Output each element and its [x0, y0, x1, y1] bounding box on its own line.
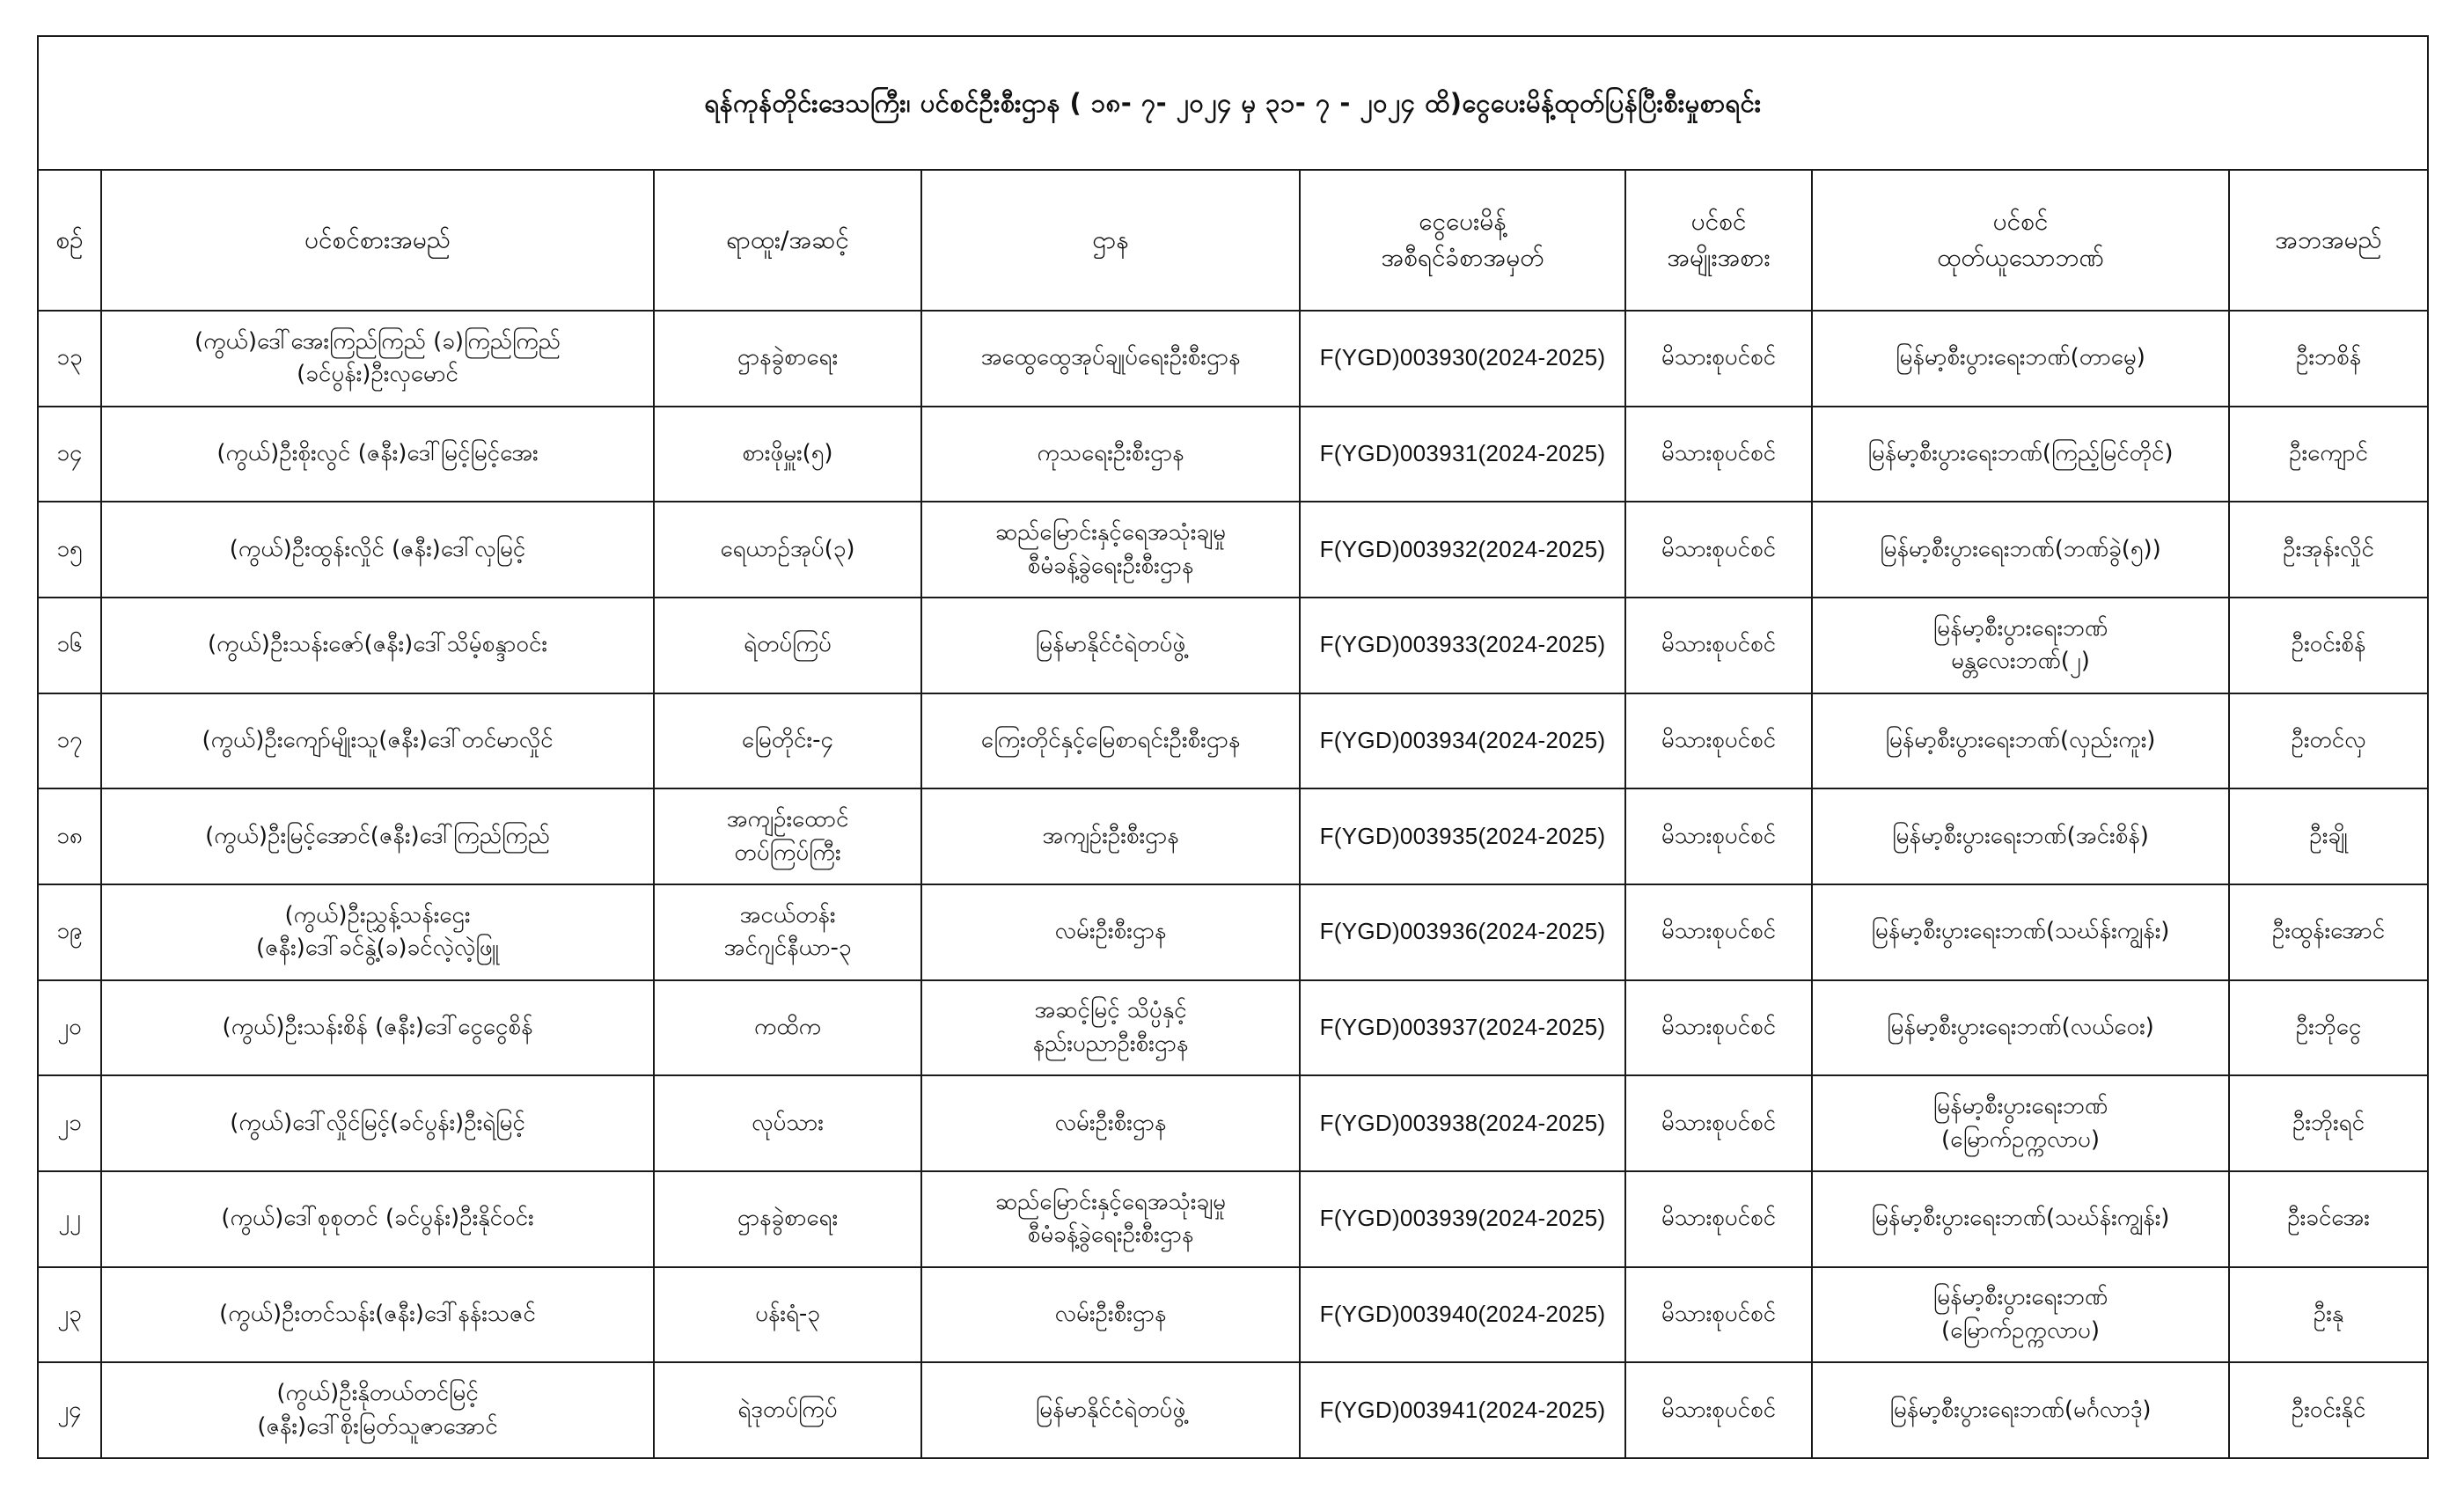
department-cell-line: အထွေထွေအုပ်ချုပ်ရေးဦးစီးဌာန	[980, 344, 1241, 371]
department-cell-line: ကုသရေးဦးစီးဌာန	[1037, 440, 1184, 467]
rank-cell	[654, 693, 921, 789]
serial-number-cell: ၂၁	[38, 1075, 101, 1171]
pensioner-name-cell-line: (ကွယ်)ဦးသန်းဇော်(ဇနီး)ဒေါ်သိမ့်စန္ဒာဝင်း	[207, 631, 547, 658]
table-row	[38, 1267, 2428, 1363]
rank-cell	[654, 788, 921, 884]
table-body	[38, 311, 2428, 1458]
header-text-line: အမျိုးအစား	[1667, 243, 1771, 272]
header-text-line: အစီရင်ခံစာအမှတ်	[1381, 243, 1544, 272]
report-number-cell: F(YGD)003934(2024-2025)	[1300, 693, 1625, 789]
pensioner-name-cell-line: (ကွယ်)ဦးစိုးလွင် (ဇနီး)ဒေါ်မြင့်မြင့်အေး	[216, 440, 539, 467]
rank-cell	[654, 1267, 921, 1363]
rank-cell-line: တပ်ကြပ်ကြီး	[734, 839, 841, 866]
pensioner-name-cell-line: (ကွယ်)ဦးသန်းစိန် (ဇနီး)ဒေါ်ငွေငွေစိန်	[222, 1014, 533, 1041]
report-number-cell: F(YGD)003935(2024-2025)	[1300, 788, 1625, 884]
department-cell-line: လမ်းဦးစီးဌာန	[1054, 918, 1167, 945]
table-row	[38, 1075, 2428, 1171]
bank-cell	[1812, 407, 2229, 502]
department-cell-line: မြန်မာနိုင်ငံရဲတပ်ဖွဲ့	[1035, 1396, 1186, 1423]
header-text-line: အဘအမည်	[2275, 224, 2382, 254]
bank-cell	[1812, 311, 2229, 407]
department-cell-line: စီမံခန့်ခွဲရေးဦးစီးဌာန	[1027, 1221, 1194, 1249]
pensioner-name-cell-line: (ကွယ်)ဦးညွှန့်သန်းဌေး	[284, 901, 471, 928]
title-row	[38, 36, 2428, 170]
rank-cell-line: ရဲဒုတပ်ကြပ်	[737, 1396, 838, 1423]
header-text-line: ထုတ်ယူသောဘဏ်	[1937, 243, 2104, 272]
header-text-line: ရာထူး/အဆင့်	[726, 224, 849, 254]
header-text-line: ပင်စင်	[1992, 207, 2049, 237]
page-title: ရန်ကုန်တိုင်းဒေသကြီး၊ ပင်စင်ဦးစီးဌာန ( ၁၈- ၇- ၂၀၂၄ မှ ၃၁- ၇ - ၂၀၂၄ ထိ)ငွေပေးမိန့်ထုတ်ပြန်ပြီးစီးမှုစာရင်း	[38, 36, 2428, 170]
rank-cell-line: ရဲတပ်ကြပ်	[744, 631, 832, 658]
bank-cell	[1812, 788, 2229, 884]
department-cell-line: လမ်းဦးစီးဌာန	[1054, 1301, 1167, 1328]
bank-cell-line: မြန်မာ့စီးပွားရေးဘဏ်(သဃ်န်းကျွန်း)	[1871, 1205, 2170, 1232]
pension-type-cell: မိသားစုပင်စင်	[1625, 1171, 1812, 1267]
rank-cell-line: ဌာနခွဲစာရေး	[737, 1205, 839, 1232]
rank-cell-line: ကထိက	[753, 1014, 822, 1041]
header-text-line: စဉ်	[55, 224, 84, 254]
pensioner-name-cell-line: (ကွယ်)ဦးထွန်းလှိုင် (ဇနီး)ဒေါ်လှမြင့်	[229, 535, 526, 562]
bank-cell-line: မြန်မာ့စီးပွားရေးဘဏ်(ကြည့်မြင်တိုင်)	[1867, 440, 2174, 467]
father-name-cell: ဦးဝင်းစိန်	[2229, 598, 2428, 693]
father-name-cell: ဦးချို	[2229, 788, 2428, 884]
department-cell	[921, 502, 1300, 598]
report-number-cell: F(YGD)003931(2024-2025)	[1300, 407, 1625, 502]
rank-cell	[654, 980, 921, 1076]
rank-cell	[654, 407, 921, 502]
bank-cell	[1812, 598, 2229, 693]
header-text-line: ပင်စင်	[1690, 207, 1747, 237]
pension-type-cell: မိသားစုပင်စင်	[1625, 502, 1812, 598]
father-name-cell: ဦးဘစိန်	[2229, 311, 2428, 407]
pensioner-name-cell	[101, 788, 654, 884]
table-row	[38, 693, 2428, 789]
bank-cell-line: မြန်မာ့စီးပွားရေးဘဏ်	[1932, 1284, 2108, 1311]
rank-cell-line: လုပ်သား	[752, 1109, 824, 1136]
pensioner-name-cell-line: (ခင်ပွန်း)ဦးလှမောင်	[297, 361, 458, 388]
father-name-cell: ဦးအုန်းလှိုင်	[2229, 502, 2428, 598]
serial-number-cell: ၁၉	[38, 884, 101, 980]
table-row	[38, 1171, 2428, 1267]
rank-cell	[654, 1075, 921, 1171]
serial-number-cell: ၁၃	[38, 311, 101, 407]
table-row	[38, 788, 2428, 884]
father-name-cell: ဦးထွန်းအောင်	[2229, 884, 2428, 980]
pension-type-cell: မိသားစုပင်စင်	[1625, 788, 1812, 884]
serial-number-cell: ၂၂	[38, 1171, 101, 1267]
department-cell	[921, 693, 1300, 789]
father-name-cell: ဦးနု	[2229, 1267, 2428, 1363]
bank-cell-line: မြန်မာ့စီးပွားရေးဘဏ်(လယ်ဝေး)	[1887, 1014, 2154, 1041]
department-cell-line: ဆည်မြောင်းနှင့်ရေအသုံးချမှု	[995, 518, 1226, 546]
rank-cell	[654, 598, 921, 693]
report-number-cell: F(YGD)003932(2024-2025)	[1300, 502, 1625, 598]
pension-type-cell: မိသားစုပင်စင်	[1625, 1075, 1812, 1171]
serial-number-cell: ၂၄	[38, 1362, 101, 1458]
col-header-bank	[1812, 170, 2229, 311]
rank-cell	[654, 1362, 921, 1458]
table-row	[38, 980, 2428, 1076]
department-cell	[921, 1267, 1300, 1363]
pensioner-name-cell	[101, 980, 654, 1076]
rank-cell-line: ပန်းရံ-၃	[755, 1301, 820, 1328]
report-number-cell: F(YGD)003941(2024-2025)	[1300, 1362, 1625, 1458]
col-header-report-number	[1300, 170, 1625, 311]
father-name-cell: ဦးဝင်းနိုင်	[2229, 1362, 2428, 1458]
department-cell-line: စီမံခန့်ခွဲရေးဦးစီးဌာန	[1027, 552, 1194, 579]
department-cell	[921, 884, 1300, 980]
rank-cell	[654, 884, 921, 980]
pension-type-cell: မိသားစုပင်စင်	[1625, 1267, 1812, 1363]
table-row	[38, 884, 2428, 980]
table-row	[38, 598, 2428, 693]
pensioner-name-cell	[101, 1267, 654, 1363]
pensioner-name-cell-line: (ဇနီး)ဒေါ်ခင်နွဲ့(ခ)ခင်လဲ့လဲ့ဖြူ	[255, 935, 500, 962]
report-number-cell: F(YGD)003936(2024-2025)	[1300, 884, 1625, 980]
bank-cell	[1812, 980, 2229, 1076]
table-row	[38, 502, 2428, 598]
rank-cell-line: အငယ်တန်း	[739, 901, 836, 928]
pensioner-name-cell-line: (ကွယ်)ဒေါ်လှိုင်မြင့်(ခင်ပွန်း)ဦးရဲမြင့်	[230, 1109, 525, 1136]
header-text-line: ပင်စင်စားအမည်	[304, 224, 451, 254]
table-row	[38, 407, 2428, 502]
pensioner-name-cell-line: (ဇနီး)ဒေါ်စိုးမြတ်သူဇာအောင်	[257, 1412, 498, 1440]
bank-cell	[1812, 1362, 2229, 1458]
department-cell-line: ကြေးတိုင်နှင့်မြေစာရင်းဦးစီးဌာန	[980, 727, 1241, 754]
col-header-pension-type	[1625, 170, 1812, 311]
pensioner-name-cell	[101, 598, 654, 693]
pension-type-cell: မိသားစုပင်စင်	[1625, 311, 1812, 407]
department-cell	[921, 1075, 1300, 1171]
col-header-serial	[38, 170, 101, 311]
father-name-cell: ဦးကျောင်	[2229, 407, 2428, 502]
department-cell-line: ဆည်မြောင်းနှင့်ရေအသုံးချမှု	[995, 1188, 1226, 1215]
father-name-cell: ဦးဘိုးရင်	[2229, 1075, 2428, 1171]
table-row	[38, 311, 2428, 407]
pensioner-name-cell	[101, 407, 654, 502]
rank-cell-line: ဌာနခွဲစာရေး	[737, 344, 839, 371]
pensioner-name-cell-line: (ကွယ်)ဦးနိုတယ်တင်မြင့်	[276, 1379, 479, 1406]
header-text-line: ငွေပေးမိန့်	[1419, 207, 1507, 237]
report-number-cell: F(YGD)003933(2024-2025)	[1300, 598, 1625, 693]
bank-cell-line: မြန်မာ့စီးပွားရေးဘဏ်(သဃ်န်းကျွန်း)	[1871, 918, 2170, 945]
pensioner-name-cell	[101, 1171, 654, 1267]
pensioner-name-cell-line: (ကွယ်)ဦးကျော်မျိုးသူ(ဇနီး)ဒေါ်တင်မာလှိုင်	[202, 727, 554, 754]
bank-cell-line: မြန်မာ့စီးပွားရေးဘဏ်(ဘဏ်ခွဲ(၅))	[1880, 535, 2161, 562]
bank-cell-line: မြန်မာ့စီးပွားရေးဘဏ်(မင်္ဂလာဒုံ)	[1889, 1396, 2152, 1423]
col-header-department	[921, 170, 1300, 311]
pensioner-name-cell	[101, 693, 654, 789]
serial-number-cell: ၂၀	[38, 980, 101, 1076]
report-number-cell: F(YGD)003937(2024-2025)	[1300, 980, 1625, 1076]
bank-cell-line: (မြောက်ဥက္ကလာပ)	[1940, 1316, 2101, 1344]
report-number-cell: F(YGD)003938(2024-2025)	[1300, 1075, 1625, 1171]
bank-cell-line: မြန်မာ့စီးပွားရေးဘဏ်(အင်းစိန်)	[1892, 822, 2149, 849]
report-number-cell: F(YGD)003930(2024-2025)	[1300, 311, 1625, 407]
col-header-pensioner-name	[101, 170, 654, 311]
pension-type-cell: မိသားစုပင်စင်	[1625, 1362, 1812, 1458]
department-cell	[921, 311, 1300, 407]
department-cell	[921, 1362, 1300, 1458]
rank-cell-line: မြေတိုင်း-၄	[741, 727, 834, 754]
pensioner-name-cell	[101, 1075, 654, 1171]
pension-register-sheet	[37, 35, 2427, 1459]
rank-cell-line: ရေယာဉ်အုပ်(၃)	[720, 535, 855, 562]
col-header-father-name	[2229, 170, 2428, 311]
department-cell-line: မြန်မာနိုင်ငံရဲတပ်ဖွဲ့	[1035, 631, 1186, 658]
pensioner-name-cell-line: (ကွယ်)ဒေါ်အေးကြည်ကြည် (ခ)ကြည်ကြည်	[194, 327, 561, 355]
serial-number-cell: ၁၈	[38, 788, 101, 884]
pension-type-cell: မိသားစုပင်စင်	[1625, 980, 1812, 1076]
bank-cell-line: မြန်မာ့စီးပွားရေးဘဏ်	[1932, 1092, 2108, 1119]
serial-number-cell: ၁၄	[38, 407, 101, 502]
column-header-row	[38, 170, 2428, 311]
bank-cell-line: မြန်မာ့စီးပွားရေးဘဏ်(လှည်းကူး)	[1885, 727, 2156, 754]
department-cell-line: အဆင့်မြင့် သိပ္ပံနှင့်	[1034, 997, 1187, 1024]
bank-cell	[1812, 502, 2229, 598]
department-cell	[921, 598, 1300, 693]
department-cell	[921, 407, 1300, 502]
department-cell	[921, 1171, 1300, 1267]
department-cell-line: လမ်းဦးစီးဌာန	[1054, 1109, 1167, 1136]
bank-cell	[1812, 1267, 2229, 1363]
department-cell-line: အကျဉ်းဦးစီးဌာန	[1042, 822, 1179, 849]
bank-cell	[1812, 1171, 2229, 1267]
rank-cell	[654, 502, 921, 598]
pensioner-name-cell-line: (ကွယ်)ဦးတင်သန်း(ဇနီး)ဒေါ်နန်းသဇင်	[219, 1301, 536, 1328]
bank-cell	[1812, 884, 2229, 980]
bank-cell-line: မန္တလေးဘဏ်(၂)	[1951, 648, 2090, 675]
pensioner-name-cell-line: (ကွယ်)ဦးမြင့်အောင်(ဇနီး)ဒေါ်ကြည်ကြည်	[205, 822, 550, 849]
bank-cell	[1812, 693, 2229, 789]
col-header-rank	[654, 170, 921, 311]
serial-number-cell: ၁၇	[38, 693, 101, 789]
serial-number-cell: ၁၆	[38, 598, 101, 693]
header-text-line: ဌာန	[1092, 224, 1129, 254]
pension-type-cell: မိသားစုပင်စင်	[1625, 693, 1812, 789]
pension-type-cell: မိသားစုပင်စင်	[1625, 407, 1812, 502]
bank-cell	[1812, 1075, 2229, 1171]
pensioner-name-cell	[101, 884, 654, 980]
bank-cell-line: မြန်မာ့စီးပွားရေးဘဏ်(တာမွေ)	[1896, 344, 2145, 371]
pensioner-name-cell	[101, 502, 654, 598]
bank-cell-line: မြန်မာ့စီးပွားရေးဘဏ်	[1932, 614, 2108, 642]
rank-cell-line: စားဖိုမှူး(၅)	[742, 440, 833, 467]
pension-type-cell: မိသားစုပင်စင်	[1625, 598, 1812, 693]
rank-cell	[654, 1171, 921, 1267]
father-name-cell: ဦးဘိုငွေ	[2229, 980, 2428, 1076]
department-cell-line: နည်းပညာဦးစီးဌာန	[1032, 1030, 1189, 1057]
pension-register-table	[37, 35, 2429, 1459]
rank-cell	[654, 311, 921, 407]
pensioner-name-cell	[101, 311, 654, 407]
pensioner-name-cell	[101, 1362, 654, 1458]
report-number-cell: F(YGD)003940(2024-2025)	[1300, 1267, 1625, 1363]
rank-cell-line: အကျဉ်းထောင်	[726, 805, 849, 832]
pension-type-cell: မိသားစုပင်စင်	[1625, 884, 1812, 980]
department-cell	[921, 788, 1300, 884]
table-row	[38, 1362, 2428, 1458]
report-number-cell: F(YGD)003939(2024-2025)	[1300, 1171, 1625, 1267]
serial-number-cell: ၂၃	[38, 1267, 101, 1363]
father-name-cell: ဦးတင်လှ	[2229, 693, 2428, 789]
department-cell	[921, 980, 1300, 1076]
serial-number-cell: ၁၅	[38, 502, 101, 598]
pensioner-name-cell-line: (ကွယ်)ဒေါ်စုစုတင် (ခင်ပွန်း)ဦးနိုင်ဝင်း	[221, 1205, 534, 1232]
father-name-cell: ဦးခင်အေး	[2229, 1171, 2428, 1267]
bank-cell-line: (မြောက်ဥက္ကလာပ)	[1940, 1126, 2101, 1153]
rank-cell-line: အင်ဂျင်နီယာ-၃	[723, 935, 852, 962]
